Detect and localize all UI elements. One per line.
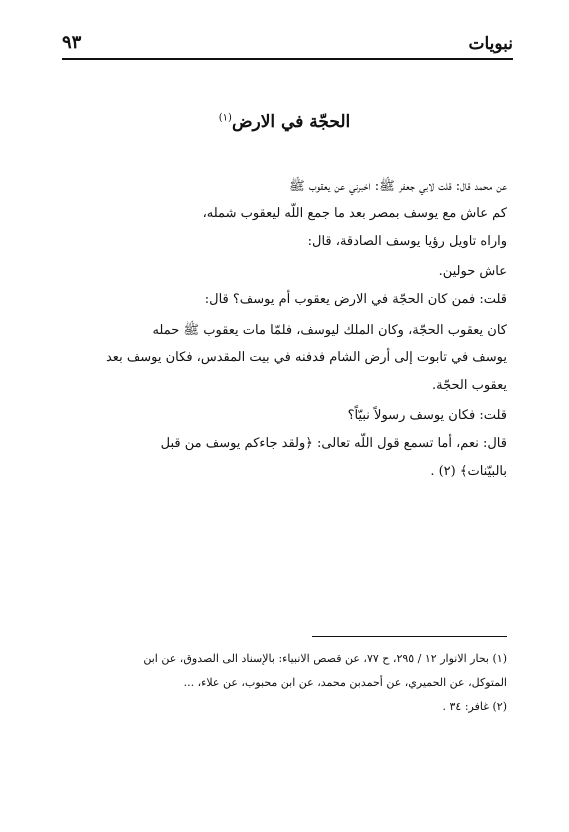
body-line: كان يعقوب الحجّة، وكان الملك ليوسف، فلمّا مات يعقوب ﷺ حمله xyxy=(152,323,507,338)
chapter-title xyxy=(0,112,569,132)
footnote-mark: (١) xyxy=(218,112,232,124)
footnote-line: المتوكل، عن الحميري، عن أحمدبن محمد، عن ابن محبوب، عن علاء، ... xyxy=(183,676,507,689)
body-line: يوسف في تابوت إلى أرض الشام فدفنه في بيت المقدس، فكان يوسف بعد xyxy=(105,350,507,365)
body-line: قلت: فمن كان الحجّة في الارض يعقوب أم يوسف؟ قال: xyxy=(204,292,507,307)
running-title: نبويات xyxy=(468,34,513,54)
body-line: كم عاش مع يوسف بمصر بعد ما جمع اللّه ليعقوب شمله، xyxy=(202,206,507,221)
page-header xyxy=(62,24,513,58)
chapter-title-text: الحجّة في الارض xyxy=(231,112,351,132)
body-line: قلت: فكان يوسف رسولاً نبيّاً؟ xyxy=(347,408,507,423)
body-line: واراه تاويل رؤيا يوسف الصادقة، قال: xyxy=(307,234,507,249)
body-line: قال: نعم، أما تسمع قول اللّه تعالى: ﴿ولقد جاءكم يوسف من قبل xyxy=(160,436,507,451)
footnote-line: (٢) غافر: ٣٤ . xyxy=(442,700,507,713)
body-line: يعقوب الحجّة. xyxy=(431,378,507,393)
body-line: بالبيّنات﴾ (٢) . xyxy=(430,464,507,479)
footnote-rule xyxy=(312,636,507,637)
footnote-line: (١) بحار الانوار ١٢ / ٢٩٥، ح ٧٧، عن قصص الانبياء: بالإسناد الى الصدوق، عن ابن xyxy=(143,652,507,665)
body-line: عاش حولين. xyxy=(438,264,507,279)
page-number: ٩٣ xyxy=(62,32,82,53)
header-rule xyxy=(62,58,513,60)
body-line: عن محمد قال: قلت لابي جعفر ﷺ: اخبرني عن يعقوب ﷺ xyxy=(289,179,507,194)
